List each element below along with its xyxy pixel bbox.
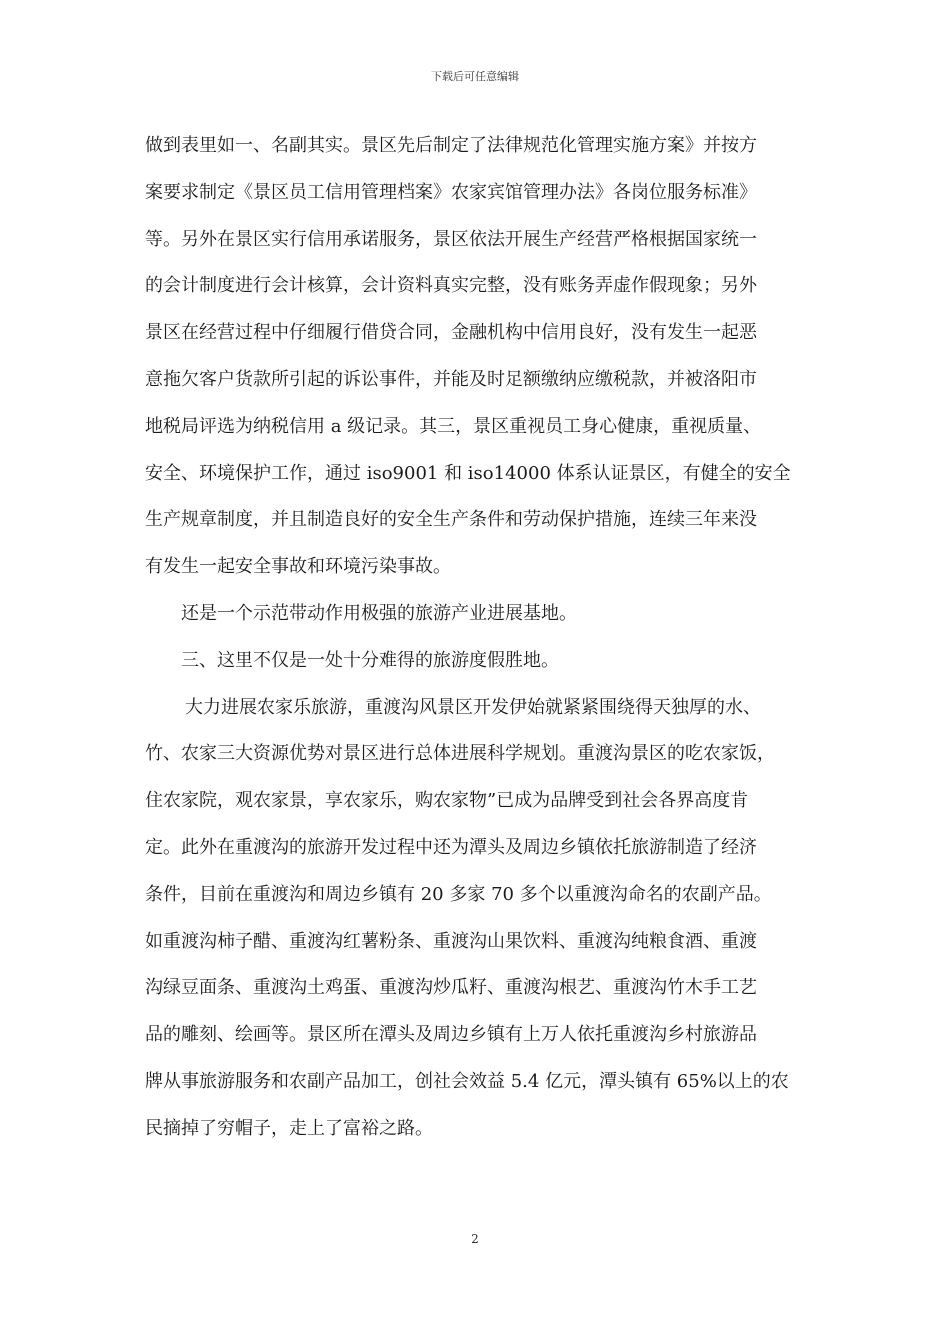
section-heading-three: 三、这里不仅是一处十分难得的旅游度假胜地。 xyxy=(181,649,559,671)
document-body xyxy=(145,123,807,1153)
paragraph-agritourism xyxy=(145,685,807,1153)
text-line: 大力进展农家乐旅游，重渡沟风景区开发伊始就紧紧围绕得天独厚的水、 xyxy=(185,696,761,718)
text-line: 意拖欠客户货款所引起的诉讼事件，并能及时足额缴纳应缴税款，并被洛阳市 xyxy=(145,368,757,390)
text-line: 住农家院，观农家景，享农家乐，购农家物”已成为品牌受到社会各界高度肯 xyxy=(145,790,749,812)
text-line: 案要求制定《景区员工信用管理档案》农家宾馆管理办法》各岗位服务标准》 xyxy=(145,181,757,203)
text-line: 沟绿豆面条、重渡沟土鸡蛋、重渡沟炒瓜籽、重渡沟根艺、重渡沟竹木手工艺 xyxy=(145,977,757,999)
text-line: 如重渡沟柿子醋、重渡沟红薯粉条、重渡沟山果饮料、重渡沟纯粮食酒、重渡 xyxy=(145,930,757,952)
text-line: 牌从事旅游服务和农副产品加工，创社会效益 5.4 亿元，潭头镇有 65%以上的农 xyxy=(145,1070,789,1092)
text-line: 的会计制度进行会计核算，会计资料真实完整，没有账务弄虚作假现象；另外 xyxy=(145,275,757,297)
paragraph-demonstration-base: 还是一个示范带动作用极强的旅游产业进展基地。 xyxy=(181,602,577,624)
text-line: 定。此外在重渡沟的旅游开发过程中还为潭头及周边乡镇依托旅游制造了经济 xyxy=(145,836,757,858)
text-line: 地税局评选为纳税信用 a 级记录。其三，景区重视员工身心健康，重视质量、 xyxy=(145,415,762,437)
text-line: 景区在经营过程中仔细履行借贷合同，金融机构中信用良好，没有发生一起恶 xyxy=(145,322,757,344)
paragraph-credit-management xyxy=(145,123,807,591)
text-line: 做到表里如一、名副其实。景区先后制定了法律规范化管理实施方案》并按方 xyxy=(145,135,757,156)
text-line: 有发生一起安全事故和环境污染事故。 xyxy=(145,556,451,578)
page-number: 2 xyxy=(471,1232,479,1246)
text-line: 安全、环境保护工作，通过 iso9001 和 iso14000 体系认证景区，有健全的安全 xyxy=(145,462,791,484)
text-line: 竹、农家三大资源优势对景区进行总体进展科学规划。重渡沟景区的吃农家饭， xyxy=(145,743,775,765)
text-line: 等。另外在景区实行信用承诺服务，景区依法开展生产经营严格根据国家统一 xyxy=(145,228,757,250)
page-header: 下载后可任意编辑 xyxy=(431,70,519,83)
text-line: 生产规章制度，并且制造良好的安全生产条件和劳动保护措施，连续三年来没 xyxy=(145,509,757,531)
text-line: 品的雕刻、绘画等。景区所在潭头及周边乡镇有上万人依托重渡沟乡村旅游品 xyxy=(145,1024,757,1046)
text-line: 条件，目前在重渡沟和周边乡镇有 20 多家 70 多个以重渡沟命名的农副产品。 xyxy=(145,883,772,905)
text-line: 民摘掉了穷帽子，走上了富裕之路。 xyxy=(145,1117,433,1139)
